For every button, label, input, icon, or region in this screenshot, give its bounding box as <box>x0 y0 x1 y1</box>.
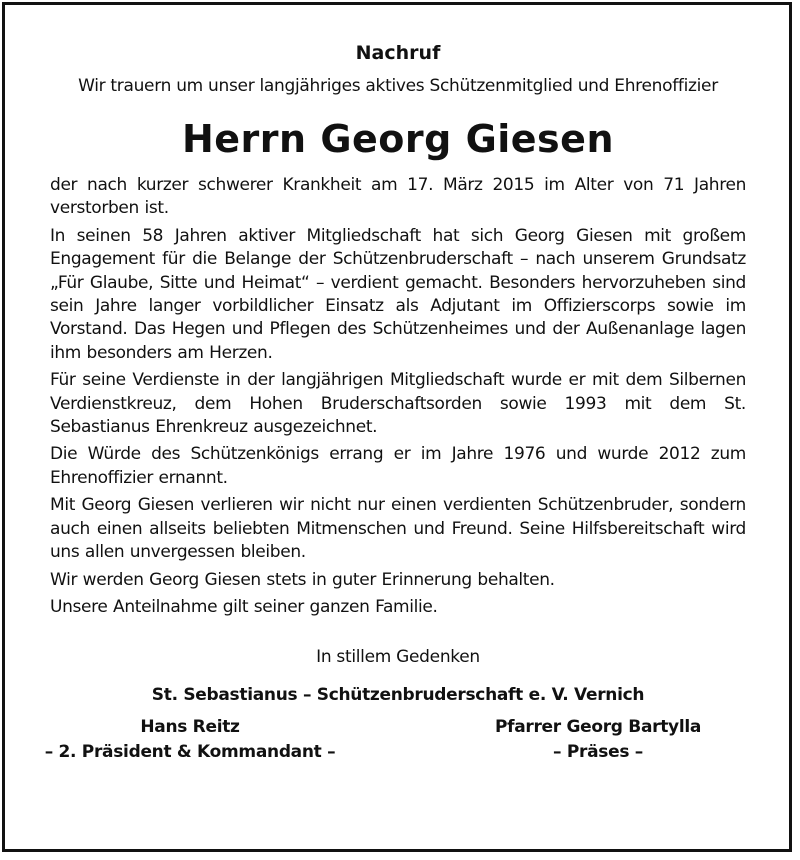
paragraph-condolence: Unsere Anteilnahme gilt seiner ganzen Familie. <box>50 596 438 617</box>
paragraph-king: Die Würde des Schützenkönigs errang er im Jahre 1976 und wurde 2012 zum Ehrenoffizier ernannt. <box>50 444 746 488</box>
notice-intro: Wir trauern um unser langjähriges aktives Schützenmitglied und Ehrenoffizier <box>78 76 718 96</box>
deceased-name: Herrn Georg Giesen <box>181 117 614 161</box>
closing-phrase: In stillem Gedenken <box>316 647 480 668</box>
signer-name: Pfarrer Georg Bartylla <box>494 717 702 738</box>
paragraph-death: der nach kurzer schwerer Krankheit am 17. März 2015 im Alter von 71 Jahren verstorben ist. <box>50 175 746 219</box>
signer-role: – Präses – <box>553 742 643 763</box>
paragraph-tribute: Mit Georg Giesen verlieren wir nicht nur einen verdienten Schützenbruder, sondern auch einen allseits beliebten Mitmenschen und Freund. Seine Hilfsbereitschaft wird uns allen unvergessen bleiben. <box>50 495 746 563</box>
paragraph-membership: In seinen 58 Jahren aktiver Mitgliedschaft hat sich Georg Giesen mit großem Engagement für die Belange der Schützenbruderschaft – nach unserem Grundsatz „Für Glaube, Sitte und Heimat“ – verdient gemacht. Besonders hervorzuheben sind sein Jahre langer vorbildlicher Einsatz als Adjutant im Offizierscorps sowie im Vorstand. Das Hegen und Pflegen des Schützenheimes und der Außenanlage lagen ihm besonders am Herzen. <box>50 225 746 363</box>
organization-name: St. Sebastianus – Schützenbruderschaft e. V. Vernich <box>151 685 645 706</box>
signer-president <box>20 715 360 765</box>
paragraph-awards: Für seine Verdienste in der langjährigen Mitgliedschaft wurde er mit dem Silbernen Verdienstkreuz, dem Hohen Bruderschaftsorden sowie 1993 mit dem St. Sebastianus Ehrenkreuz ausgezeichnet. <box>50 370 746 438</box>
notice-heading: Nachruf <box>355 42 441 64</box>
obituary-notice <box>44 40 746 765</box>
signer-role: – 2. Präsident & Kommandant – <box>44 742 336 763</box>
paragraph-memory: Wir werden Georg Giesen stets in guter Erinnerung behalten. <box>50 569 555 590</box>
signer-pastor <box>448 715 748 765</box>
signer-name: Hans Reitz <box>140 717 240 738</box>
signers <box>44 715 746 765</box>
